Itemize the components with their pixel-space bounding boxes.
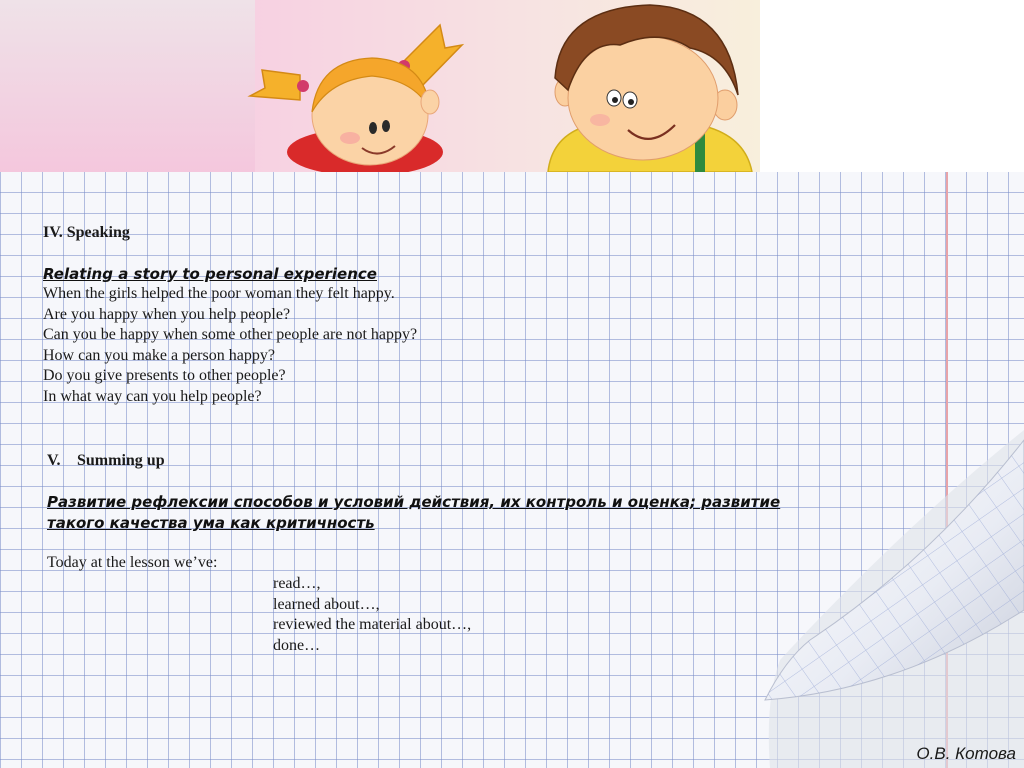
author-credit: О.В. Котова bbox=[916, 744, 1016, 763]
speaking-heading: IV. Speaking bbox=[43, 224, 130, 241]
summing-heading-number: V. bbox=[47, 452, 61, 469]
speaking-line: Are you happy when you help people? bbox=[43, 305, 291, 323]
speaking-line: Can you be happy when some other people are not happy? bbox=[43, 326, 418, 343]
summing-intro: Today at the lesson we’ve: bbox=[47, 554, 218, 571]
speaking-line: Do you give presents to other people? bbox=[43, 367, 286, 384]
summing-heading: Summing up bbox=[77, 452, 165, 469]
speaking-line: When the girls helped the poor woman they felt happy. bbox=[43, 285, 395, 302]
summing-item: done… bbox=[273, 636, 321, 654]
speaking-subheading: Relating a story to personal experience bbox=[43, 265, 377, 283]
summing-subheading-line: такого качества ума как критичность bbox=[47, 514, 375, 532]
summing-item: read…, bbox=[273, 575, 321, 592]
summing-item: learned about…, bbox=[273, 595, 380, 613]
speaking-line: How can you make a person happy? bbox=[43, 346, 275, 364]
speaking-line: In what way can you help people? bbox=[43, 387, 262, 405]
summing-item: reviewed the material about…, bbox=[273, 616, 472, 633]
summing-subheading-line: Развитие рефлексии способов и условий действия, их контроль и оценка; развитие bbox=[47, 493, 781, 511]
